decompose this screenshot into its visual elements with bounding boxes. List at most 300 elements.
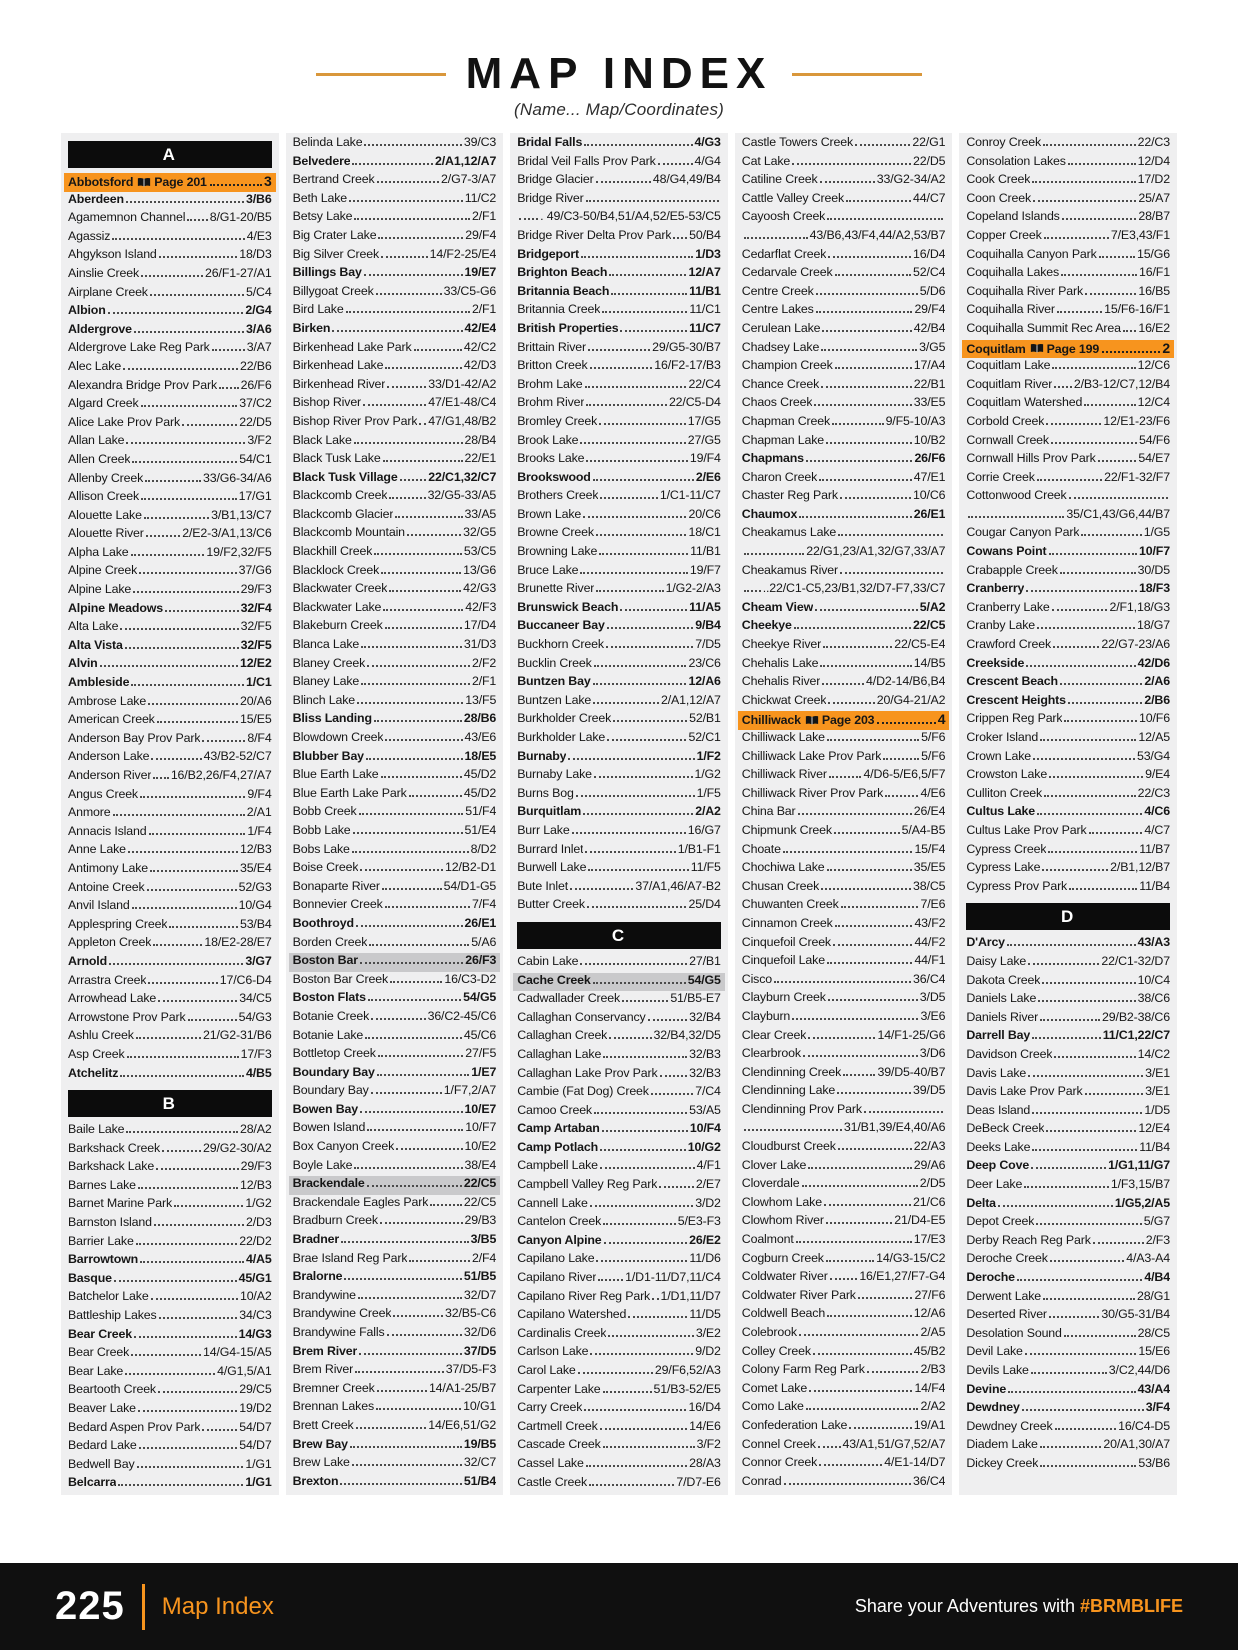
- index-entry: [293, 637, 497, 656]
- dotted-leader: [1028, 1075, 1143, 1077]
- entry-ref: 51/B4: [463, 1473, 497, 1488]
- entry-name: Brunswick Beach: [517, 599, 619, 614]
- index-entry: [966, 1233, 1170, 1252]
- index-entry: [517, 395, 721, 414]
- dotted-leader: [131, 1354, 201, 1356]
- dotted-leader: [414, 349, 462, 351]
- dotted-leader: [583, 516, 686, 518]
- entry-ref: 10/F7: [1139, 544, 1170, 559]
- entry-name: Arrowstone Prov Park: [68, 1009, 186, 1024]
- entry-name: DeBeck Creek: [966, 1121, 1045, 1136]
- index-entry: [966, 749, 1170, 768]
- entry-name: Alpha Lake: [68, 544, 129, 559]
- entry-ref: 5/A2: [919, 599, 946, 614]
- entry-name: Cascade Creek: [517, 1437, 601, 1452]
- entry-name: Annacis Island: [68, 823, 147, 838]
- entry-ref: 54/C1: [239, 451, 272, 466]
- entry-ref: 22/F1-32/F7: [1104, 469, 1170, 484]
- dotted-leader: [1062, 218, 1137, 220]
- index-entry: [742, 172, 946, 191]
- index-entry: [742, 340, 946, 359]
- index-entry: [517, 842, 721, 861]
- entry-ref: 10/B2: [913, 432, 946, 447]
- dotted-leader: [808, 1037, 875, 1039]
- entry-name: Bremner Creek: [292, 1380, 375, 1395]
- dotted-leader: [604, 1242, 688, 1244]
- index-entry: [293, 860, 497, 879]
- index-entry: [68, 359, 272, 378]
- index-entry: [517, 265, 721, 284]
- index-entry: [517, 1177, 721, 1196]
- entry-ref: 3: [263, 173, 272, 189]
- entry-ref: 5/E3-F3: [677, 1214, 721, 1229]
- entry-ref: 51/F4: [465, 804, 497, 819]
- entry-name: Cogburn Creek: [741, 1250, 824, 1265]
- entry-ref: 22/C1-32/D7: [1101, 953, 1170, 968]
- index-entry: [517, 1214, 721, 1233]
- entry-ref: 47/G1,48/B2: [428, 413, 497, 428]
- index-entry: [68, 1159, 272, 1178]
- entry-ref: 29/B3: [464, 1213, 497, 1228]
- dotted-leader: [829, 776, 862, 778]
- dotted-leader: [114, 1280, 237, 1282]
- entry-name: Conrad: [741, 1473, 782, 1488]
- entry-name: Barrowtown: [68, 1252, 139, 1267]
- dotted-leader: [609, 274, 686, 276]
- index-entry: [517, 563, 721, 582]
- entry-ref: 51/E4: [464, 822, 497, 837]
- entry-name: Colebrook: [741, 1325, 797, 1339]
- dotted-leader: [1057, 311, 1102, 313]
- index-entry: [68, 1457, 272, 1476]
- dotted-leader: [598, 1279, 623, 1281]
- dotted-leader: [833, 944, 912, 946]
- index-entry: [966, 674, 1170, 693]
- entry-ref: 16/C3-D2: [444, 971, 497, 986]
- entry-name: Britton Creek: [517, 358, 588, 373]
- dotted-leader: [349, 200, 463, 202]
- index-entry: [68, 787, 272, 806]
- entry-name: Blinch Lake: [292, 692, 356, 707]
- entry-ref: 10/A2: [239, 1289, 272, 1304]
- dotted-leader: [822, 683, 864, 685]
- index-entry-continuation: [742, 1120, 946, 1139]
- entry-name: Deserted River: [966, 1307, 1047, 1322]
- dotted-leader: [158, 1000, 237, 1002]
- dotted-leader: [360, 1111, 463, 1113]
- index-entry: [742, 433, 946, 452]
- entry-name: Carpenter Lake: [517, 1381, 601, 1396]
- entry-ref: 42/D3: [463, 358, 497, 373]
- index-entry: [68, 545, 272, 564]
- entry-ref: 45/B2: [913, 1343, 946, 1358]
- index-entry: [966, 1196, 1170, 1215]
- dotted-leader: [599, 553, 688, 555]
- entry-ref: 5/D6: [919, 283, 946, 298]
- dotted-leader: [131, 684, 244, 686]
- entry-name: Clowhom Lake: [741, 1194, 822, 1209]
- dotted-leader: [1093, 1242, 1144, 1244]
- entry-name: Cisco: [741, 971, 773, 986]
- index-entry: [293, 544, 497, 563]
- entry-name: Black Lake: [292, 432, 352, 447]
- dotted-leader: [356, 1427, 427, 1429]
- entry-name: Big Crater Lake: [292, 227, 377, 242]
- dotted-leader: [1032, 181, 1135, 183]
- entry-name: Birkenhead Lake: [292, 358, 384, 373]
- dotted-leader: [1036, 1223, 1141, 1225]
- entry-name: Ashlu Creek: [68, 1028, 134, 1043]
- index-entry: [293, 451, 497, 470]
- index-entry: [966, 954, 1170, 973]
- index-entry: [517, 191, 721, 210]
- entry-name: Burr Lake: [517, 822, 570, 837]
- entry-name: Coldwater River Park: [741, 1287, 856, 1302]
- dotted-leader: [377, 1074, 470, 1076]
- dotted-leader: [1085, 293, 1136, 295]
- index-entry: [966, 451, 1170, 470]
- entry-ref: 22/B6: [239, 358, 272, 373]
- dotted-leader: [1060, 683, 1142, 685]
- entry-page-ref: Page 203: [821, 713, 875, 728]
- index-entry: [742, 1399, 946, 1418]
- dotted-leader: [1037, 627, 1135, 629]
- entry-ref: 1/C1: [246, 675, 272, 690]
- entry-name: Cornwall Hills Prov Park: [966, 451, 1096, 466]
- entry-name: Alpine Creek: [68, 563, 138, 578]
- index-entry: [517, 991, 721, 1010]
- entry-ref: 1/G5: [1143, 525, 1170, 540]
- index-entry: [293, 1102, 497, 1121]
- index-entry: [742, 154, 946, 173]
- entry-ref: 18/F3: [1139, 581, 1170, 596]
- index-entry: [966, 618, 1170, 637]
- dotted-leader: [846, 200, 911, 202]
- dotted-leader: [141, 405, 238, 407]
- index-entry: [742, 1474, 946, 1493]
- dotted-leader: [602, 1130, 688, 1132]
- dotted-leader: [841, 906, 919, 908]
- entry-ref: 11/B1: [690, 544, 721, 559]
- dotted-leader: [1032, 1037, 1101, 1039]
- entry-name: Alouette Lake: [68, 507, 142, 522]
- entry-ref: 1/G2: [694, 767, 721, 782]
- index-entry: [68, 563, 272, 582]
- index-entry: [966, 1400, 1170, 1419]
- dotted-leader: [371, 1018, 425, 1020]
- entry-ref: 26/E4: [913, 804, 946, 819]
- entry-ref: 29/F4: [465, 227, 497, 242]
- entry-ref: 20/G4-21/A2: [876, 692, 946, 707]
- index-entry: [966, 209, 1170, 228]
- dotted-leader: [376, 293, 442, 295]
- index-entry: [966, 581, 1170, 600]
- entry-name: Cottonwood Creek: [966, 488, 1067, 503]
- entry-name: Anne Lake: [68, 842, 126, 857]
- index-entry: [742, 693, 946, 712]
- index-entry: [293, 581, 497, 600]
- entry-ref: 47/E1: [913, 469, 946, 484]
- entry-name: Birken: [292, 320, 331, 335]
- dotted-leader: [586, 200, 719, 202]
- entry-name: Cayoosh Creek: [741, 209, 826, 224]
- entry-name: Chilliwack Lake Prov Park: [741, 748, 882, 763]
- index-entry: [293, 1195, 497, 1214]
- entry-ref: 18/D3: [239, 247, 272, 262]
- index-entry: [293, 990, 497, 1009]
- dotted-leader: [570, 888, 633, 890]
- entry-ref: 4/C6: [1144, 804, 1170, 819]
- entry-name: Crawford Creek: [966, 637, 1052, 652]
- index-entry: [966, 1121, 1170, 1140]
- index-entry: [966, 656, 1170, 675]
- index-entry: [68, 694, 272, 713]
- entry-name: Beartooth Creek: [68, 1382, 156, 1397]
- entry-name: Browne Creek: [517, 525, 594, 540]
- entry-ref: 32/D7: [463, 1287, 497, 1302]
- index-entry: [293, 1046, 497, 1065]
- index-entry: [293, 879, 497, 898]
- index-entry: [742, 470, 946, 489]
- entry-ref: 2/G7-3/A7: [441, 172, 497, 187]
- index-entry: [293, 711, 497, 730]
- entry-ref: 19/F2,32/F5: [206, 544, 272, 559]
- dotted-leader: [818, 1446, 841, 1448]
- dotted-leader: [202, 740, 245, 742]
- entry-ref: 53/B4: [239, 916, 272, 931]
- entry-name: Cannell Lake: [517, 1195, 588, 1210]
- entry-ref: 22/D5: [239, 414, 272, 429]
- index-entry: [293, 804, 497, 823]
- index-entry: [517, 618, 721, 637]
- index-entry: [293, 1325, 497, 1344]
- entry-name: Consolation Lakes: [966, 153, 1066, 168]
- entry-name: Brown Lake: [517, 506, 582, 521]
- entry-ref: 4/G4: [694, 153, 721, 168]
- entry-name: Cheekye River: [741, 637, 822, 652]
- entry-name: Birkenhead Lake Park: [292, 339, 412, 354]
- entry-name: Chapman Creek: [741, 413, 831, 428]
- entry-name: Barkshack Creek: [68, 1140, 161, 1155]
- entry-ref: 18/E2-28/E7: [204, 935, 272, 950]
- index-entry: [517, 1158, 721, 1177]
- index-entry: [517, 414, 721, 433]
- entry-ref: 2/A2: [920, 1399, 946, 1414]
- index-entry: [293, 433, 497, 452]
- entry-ref: 36/C4: [913, 1473, 946, 1488]
- index-entry: [68, 824, 272, 843]
- index-entry: [68, 378, 272, 397]
- entry-name: Camp Artaban: [517, 1121, 600, 1136]
- entry-name: Colony Farm Reg Park: [741, 1362, 865, 1377]
- dotted-leader: [622, 1000, 668, 1002]
- dotted-leader: [826, 1222, 892, 1224]
- index-entry: [68, 749, 272, 768]
- index-entry: [742, 1455, 946, 1474]
- entry-name: Box Canyon Creek: [292, 1139, 395, 1154]
- entry-name: Agassiz: [68, 228, 111, 243]
- entry-ref: 54/D7: [239, 1438, 272, 1453]
- dotted-leader: [381, 776, 462, 778]
- index-entry: [68, 210, 272, 229]
- dotted-leader: [112, 238, 244, 240]
- index-entry: [293, 897, 497, 916]
- index-entry: [293, 488, 497, 507]
- dotted-leader: [120, 628, 238, 630]
- dotted-leader: [169, 926, 238, 928]
- index-entry: [742, 1269, 946, 1288]
- dotted-leader: [832, 423, 884, 425]
- index-entry: [742, 990, 946, 1009]
- dotted-leader: [332, 330, 462, 332]
- entry-ref: 8/D2: [470, 841, 497, 856]
- index-entry: [517, 749, 721, 768]
- dotted-leader: [1054, 1056, 1135, 1058]
- dotted-leader: [796, 1241, 912, 1243]
- entry-ref: 3/E1: [1145, 1084, 1170, 1099]
- dotted-leader: [1037, 813, 1142, 815]
- index-entry: [966, 1177, 1170, 1196]
- entry-name: Davidson Creek: [966, 1046, 1053, 1061]
- dotted-leader: [1068, 702, 1143, 704]
- page-header: [0, 0, 1238, 120]
- index-entry: [68, 322, 272, 341]
- entry-name: Cypress Lake: [966, 860, 1041, 875]
- entry-ref: 16/F1: [1139, 265, 1170, 280]
- entry-name: Boston Flats: [292, 990, 366, 1005]
- dotted-leader: [366, 758, 463, 760]
- index-entry: [742, 879, 946, 898]
- dotted-leader: [586, 1465, 687, 1467]
- dotted-leader: [1008, 1391, 1136, 1393]
- index-entry: [293, 1362, 497, 1381]
- dotted-leader: [819, 479, 912, 481]
- entry-ref: 22/C5: [463, 1176, 497, 1191]
- dotted-leader: [374, 720, 462, 722]
- entry-name: Barnes Lake: [68, 1177, 136, 1192]
- entry-name: Cranberry Lake: [966, 599, 1050, 614]
- entry-ref: 26/E1: [913, 506, 946, 521]
- entry-ref: 16/B5: [1138, 283, 1170, 298]
- entry-ref: 16/D4: [913, 246, 946, 261]
- index-entry: [966, 284, 1170, 303]
- dotted-leader: [350, 1446, 462, 1448]
- entry-ref: 9/F5-10/A3: [885, 413, 946, 428]
- index-entry: [293, 693, 497, 712]
- entry-ref: 7/E3,43/F1: [1110, 227, 1170, 242]
- dotted-leader: [210, 184, 262, 186]
- index-entry: [966, 135, 1170, 154]
- dotted-leader: [352, 163, 433, 165]
- entry-ref: 45/G1: [238, 1270, 272, 1285]
- dotted-leader: [165, 610, 239, 612]
- index-entry: [68, 954, 272, 973]
- entry-ref: 42/G3: [463, 581, 497, 596]
- entry-ref: 14/G3: [238, 1326, 272, 1341]
- index-entry: [293, 377, 497, 396]
- index-entry: [517, 154, 721, 173]
- index-entry: [966, 767, 1170, 786]
- entry-ref: 11/B4: [1139, 1139, 1170, 1154]
- entry-ref: 1/C1-11/C7: [659, 488, 721, 503]
- index-entry-continuation: [517, 209, 721, 228]
- dotted-leader: [1040, 739, 1136, 741]
- entry-name: British Properties: [517, 320, 619, 335]
- entry-name: Chochiwa Lake: [741, 860, 825, 875]
- index-entry: [68, 973, 272, 992]
- index-entry: [68, 1122, 272, 1141]
- dotted-leader: [344, 1278, 462, 1280]
- index-entry: [742, 1213, 946, 1232]
- entry-name: Basque: [68, 1270, 112, 1285]
- entry-name: Coquitlam: [966, 341, 1026, 356]
- entry-ref: 37/D5: [463, 1343, 497, 1358]
- dotted-leader: [352, 1464, 462, 1466]
- index-entry: [966, 1307, 1170, 1326]
- dotted-leader: [359, 813, 464, 815]
- entry-name: Albion: [68, 303, 106, 318]
- entry-name: Alta Lake: [68, 619, 119, 634]
- entry-ref: 12/B3: [239, 1177, 272, 1192]
- entry-name: Dewdney Creek: [966, 1418, 1053, 1433]
- entry-ref: 19/E7: [464, 265, 497, 280]
- index-entry: [293, 786, 497, 805]
- entry-ref: 37/C2: [239, 396, 272, 411]
- page-number: 225: [55, 1584, 125, 1628]
- entry-name: Croker Island: [966, 730, 1039, 744]
- index-entry: [517, 879, 721, 898]
- entry-ref: 8/F4: [247, 730, 272, 745]
- dotted-leader: [596, 590, 663, 592]
- entry-ref: 33/C5-G6: [443, 283, 497, 298]
- entry-ref: 52/G3: [238, 879, 272, 894]
- entry-name: Bridal Veil Falls Prov Park: [517, 153, 656, 168]
- entry-name: Coalmont: [741, 1232, 794, 1247]
- entry-name: Bucklin Creek: [517, 655, 592, 670]
- entry-name: Brunette River: [517, 581, 595, 596]
- dotted-leader: [815, 609, 918, 611]
- entry-name: Bobb Creek: [292, 804, 357, 819]
- entry-ref: 2/A1,12/A7: [660, 692, 721, 707]
- entry-ref: 22/G7-23/A6: [1101, 637, 1170, 652]
- entry-ref: 14/F2-25/E4: [429, 246, 497, 261]
- entry-name: Daniels River: [966, 1009, 1039, 1024]
- entry-ref: 11/B4: [1139, 878, 1170, 893]
- entry-ref: 2/D3: [246, 1215, 272, 1230]
- entry-ref: 4/C7: [1144, 822, 1170, 837]
- entry-name: Anmore: [68, 805, 111, 820]
- dotted-leader: [620, 609, 687, 611]
- entry-ref: 16/E2: [1138, 320, 1170, 335]
- index-entry: [742, 414, 946, 433]
- dotted-leader: [802, 1185, 918, 1187]
- index-entry: [68, 1196, 272, 1215]
- entry-ref: 1/D3: [695, 246, 721, 261]
- dotted-leader: [367, 1129, 463, 1131]
- index-entry: [68, 192, 272, 211]
- entry-ref: 31/B1,39/E4,40/A6: [843, 1120, 946, 1135]
- dotted-leader: [819, 1464, 882, 1466]
- dotted-leader: [658, 163, 693, 165]
- dotted-leader: [126, 1131, 238, 1133]
- entry-name: Bobb Lake: [292, 822, 351, 837]
- index-entry: [742, 135, 946, 154]
- entry-name: Cedarflat Creek: [741, 246, 827, 261]
- entry-name: Daisy Lake: [966, 953, 1027, 968]
- entry-ref: 29/A6: [913, 1157, 946, 1172]
- index-entry: [517, 1382, 721, 1401]
- index-entry: [517, 1121, 721, 1140]
